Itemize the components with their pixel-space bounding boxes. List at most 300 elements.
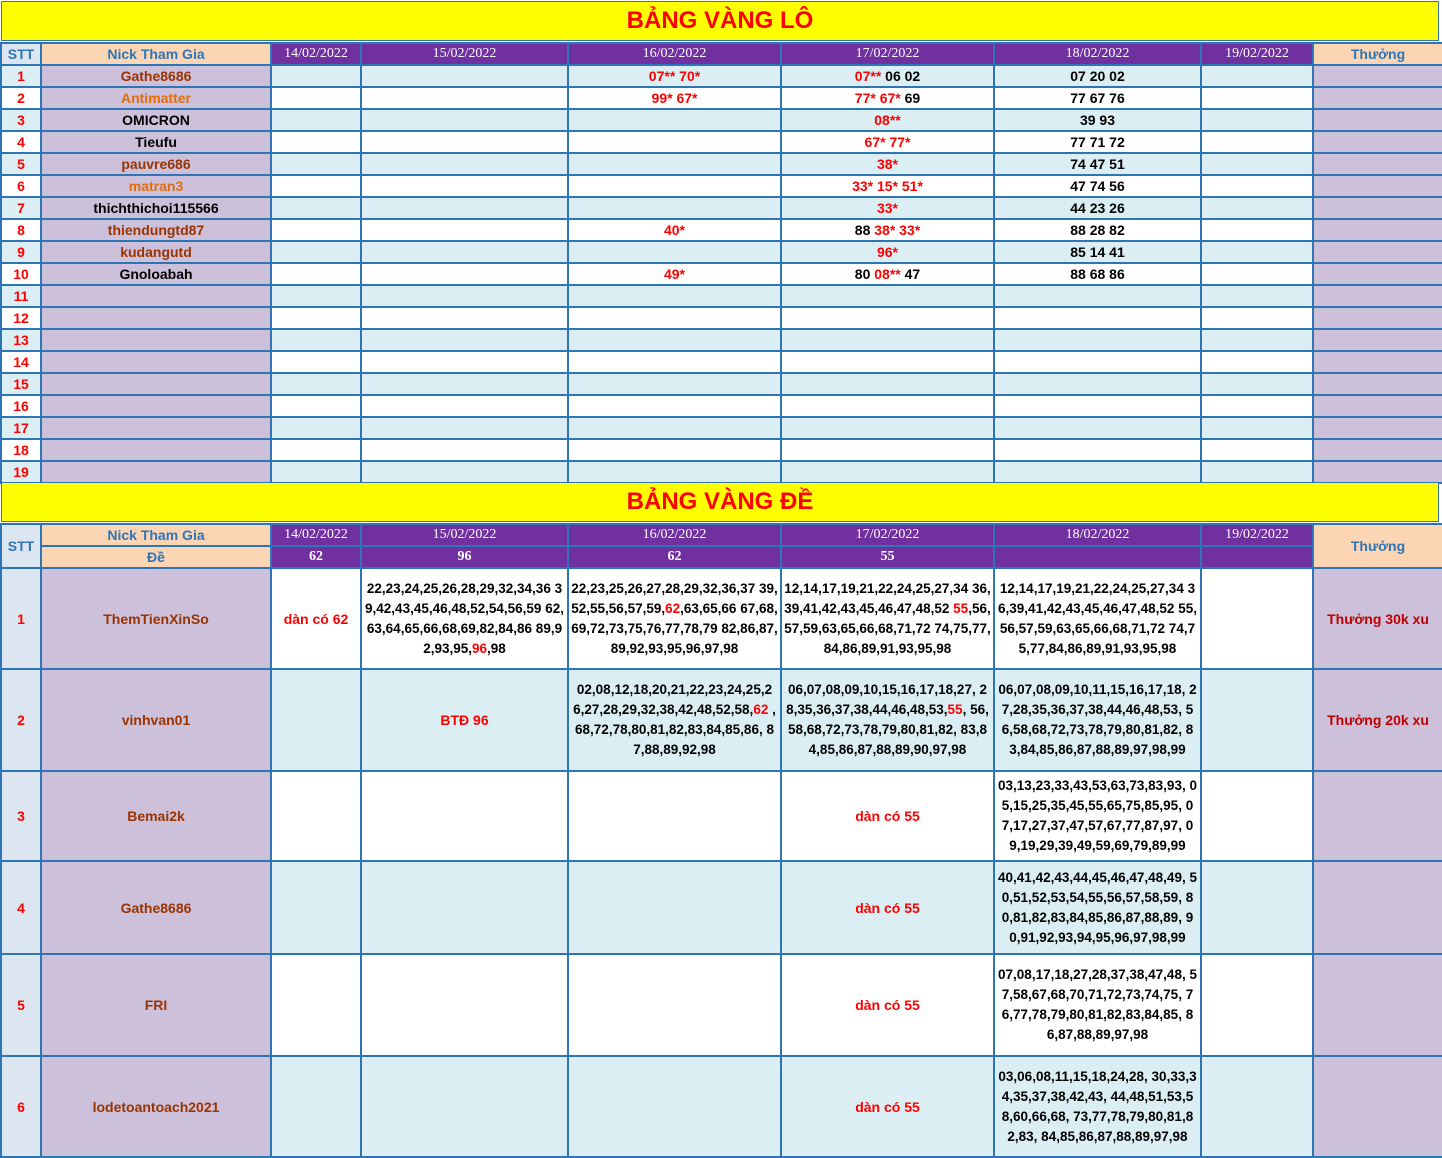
lo-cell-16 — [568, 351, 781, 373]
de-number-hit: 55 — [953, 600, 969, 616]
lo-cell-16: 99* 67* — [568, 87, 781, 109]
award-cell — [1313, 307, 1442, 329]
lo-row — [1, 65, 1442, 87]
de-numbers: ,68,72,78,80,81,82,83,84,85,86, 87,88,89,92,98 — [575, 702, 776, 757]
player-nick: vinhvan01 — [41, 669, 271, 771]
de-cell-17 — [781, 669, 994, 771]
de-note: dàn có 55 — [855, 899, 920, 916]
lo-number-hit: 33* 15* 51* — [852, 178, 923, 194]
de-number-hit: 62 — [665, 600, 681, 616]
lo-cell-19 — [1201, 285, 1313, 307]
de-result: 96 — [361, 546, 568, 568]
de-row — [1, 1056, 1442, 1157]
lo-cell-19 — [1201, 197, 1313, 219]
de-numbers: 06,07,08,09,10,15,16,17,18,27, 28,35,36,37,38,44,46,48,53, — [786, 682, 987, 717]
lo-cell-14 — [271, 109, 361, 131]
lo-cell-18: 85 14 41 — [994, 241, 1201, 263]
lo-cell-16 — [568, 329, 781, 351]
lo-header-row — [1, 43, 1442, 65]
de-numbers: 12,14,17,19,21,22,24,25,27,34 36,39,41,42,43,45,46,47,48,52 — [784, 580, 991, 616]
lo-cell-19 — [1201, 153, 1313, 175]
lo-cell-19 — [1201, 219, 1313, 241]
lo-row — [1, 87, 1442, 109]
player-nick: kudangutd — [41, 241, 271, 263]
row-number: 5 — [1, 954, 41, 1056]
de-cell-14 — [271, 1056, 361, 1157]
lo-cell-18: 88 28 82 — [994, 219, 1201, 241]
lo-cell-16 — [568, 109, 781, 131]
lo-cell-19 — [1201, 241, 1313, 263]
lo-number-hit: 77* 67* — [854, 90, 901, 106]
de-cell-19 — [1201, 568, 1313, 669]
player-nick: ThemTienXinSo — [41, 568, 271, 669]
row-number: 13 — [1, 329, 41, 351]
lo-cell-18 — [994, 329, 1201, 351]
lo-number-plain: 06 02 — [881, 68, 921, 84]
lo-cell-16 — [568, 285, 781, 307]
de-cell-14 — [271, 771, 361, 861]
lo-cell-16 — [568, 197, 781, 219]
de-row — [1, 669, 1442, 771]
lo-header-date: 14/02/2022 — [271, 43, 361, 65]
row-number: 2 — [1, 669, 41, 771]
row-number: 10 — [1, 263, 41, 285]
lo-cell-14 — [271, 307, 361, 329]
lo-row — [1, 219, 1442, 241]
lo-cell-18 — [994, 417, 1201, 439]
lo-cell-14 — [271, 131, 361, 153]
row-number: 15 — [1, 373, 41, 395]
lo-cell-14 — [271, 439, 361, 461]
player-nick: Bemai2k — [41, 771, 271, 861]
lo-cell-18 — [994, 461, 1201, 483]
de-note: dàn có 55 — [855, 997, 920, 1013]
de-header-date: 17/02/2022 — [781, 524, 994, 546]
lo-cell-18: 77 71 72 — [994, 131, 1201, 153]
row-number: 2 — [1, 87, 41, 109]
lo-header-stt: STT — [1, 43, 41, 65]
award-cell — [1313, 197, 1442, 219]
lo-cell-14 — [271, 351, 361, 373]
lo-cell-16 — [568, 153, 781, 175]
lo-cell-15 — [361, 175, 568, 197]
de-cell-18: 12,14,17,19,21,22,24,25,27,34 36,39,41,42,43,45,46,47,48,52 55,56,57,59,63,65,66,68,71,72 74,75,77,84,86,89,91,93,95,98 — [994, 568, 1201, 669]
lo-header-award: Thưởng — [1313, 43, 1442, 65]
player-nick: thiendungtd87 — [41, 219, 271, 241]
lo-cell-15 — [361, 461, 568, 483]
de-cell-16 — [568, 771, 781, 861]
lo-number-plain: 47 — [900, 266, 921, 282]
row-number: 7 — [1, 197, 41, 219]
de-note: dàn có 55 — [855, 1098, 920, 1115]
lo-cell-14 — [271, 461, 361, 483]
lo-cell-16 — [568, 175, 781, 197]
lo-cell-15 — [361, 373, 568, 395]
de-row — [1, 568, 1442, 669]
lo-cell-16 — [568, 307, 781, 329]
lo-cell-17 — [781, 175, 994, 197]
lo-cell-19 — [1201, 395, 1313, 417]
de-cell-17 — [781, 954, 994, 1056]
lo-cell-17 — [781, 395, 994, 417]
row-number: 4 — [1, 131, 41, 153]
lo-cell-16 — [568, 461, 781, 483]
de-result — [994, 546, 1201, 568]
de-cell-19 — [1201, 861, 1313, 954]
lo-cell-14 — [271, 395, 361, 417]
lo-cell-15 — [361, 307, 568, 329]
lo-row — [1, 109, 1442, 131]
lo-cell-14 — [271, 373, 361, 395]
lo-cell-18 — [994, 351, 1201, 373]
lo-row — [1, 241, 1442, 263]
row-number: 8 — [1, 219, 41, 241]
lo-number-hit: 38* — [876, 156, 899, 172]
de-numbers: , 56,58,68,72,73,78,79,80,81,82, 83,84,85,86,87,88,89,90,97,98 — [788, 702, 989, 757]
lo-cell-18: 77 67 76 — [994, 87, 1201, 109]
de-cell-17 — [781, 861, 994, 954]
award-cell — [1313, 263, 1442, 285]
lo-cell-18: 07 20 02 — [994, 65, 1201, 87]
award-cell — [1313, 65, 1442, 87]
de-cell-18: 07,08,17,18,27,28,37,38,47,48, 57,58,67,68,70,71,72,73,74,75, 76,77,78,79,80,81,82,83,84,85, 86,87,88,89,97,98 — [994, 954, 1201, 1056]
lo-cell-17 — [781, 131, 994, 153]
player-nick: OMICRON — [41, 109, 271, 131]
lo-number-hit: 38* 33* — [874, 222, 921, 238]
award-cell — [1313, 373, 1442, 395]
row-number: 9 — [1, 241, 41, 263]
player-nick — [41, 307, 271, 329]
de-number-hit: 62 — [753, 702, 769, 717]
award-cell — [1313, 417, 1442, 439]
lo-cell-19 — [1201, 417, 1313, 439]
lo-cell-17 — [781, 439, 994, 461]
lo-cell-14 — [271, 263, 361, 285]
de-row — [1, 954, 1442, 1056]
player-nick — [41, 329, 271, 351]
lo-cell-14 — [271, 175, 361, 197]
award-cell — [1313, 285, 1442, 307]
de-row — [1, 771, 1442, 861]
row-number: 17 — [1, 417, 41, 439]
lo-cell-16 — [568, 241, 781, 263]
de-header-award: Thưởng — [1313, 524, 1442, 568]
lo-cell-17 — [781, 65, 994, 87]
player-nick — [41, 395, 271, 417]
lo-row — [1, 329, 1442, 351]
lo-row — [1, 175, 1442, 197]
de-cell-17 — [781, 771, 994, 861]
award-cell — [1313, 175, 1442, 197]
lo-cell-18 — [994, 285, 1201, 307]
lo-row — [1, 373, 1442, 395]
de-header-de-label: Đề — [41, 546, 271, 568]
row-number: 1 — [1, 568, 41, 669]
lo-number-hit: 67* 77* — [864, 134, 911, 150]
lo-row — [1, 131, 1442, 153]
lo-cell-18 — [994, 439, 1201, 461]
lo-cell-19 — [1201, 461, 1313, 483]
player-nick: thichthichoi115566 — [41, 197, 271, 219]
lo-cell-17 — [781, 351, 994, 373]
player-nick — [41, 373, 271, 395]
lo-cell-17 — [781, 285, 994, 307]
lo-cell-17 — [781, 109, 994, 131]
lo-cell-15 — [361, 109, 568, 131]
player-nick: lodetoantoach2021 — [41, 1056, 271, 1157]
row-number: 18 — [1, 439, 41, 461]
player-nick — [41, 351, 271, 373]
award-cell — [1313, 439, 1442, 461]
lo-number-plain: 88 — [854, 222, 875, 238]
lo-cell-19 — [1201, 373, 1313, 395]
lo-cell-15 — [361, 197, 568, 219]
de-cell-19 — [1201, 669, 1313, 771]
lo-cell-15 — [361, 351, 568, 373]
lo-row — [1, 197, 1442, 219]
de-note: dàn có 55 — [855, 808, 920, 824]
lo-cell-17 — [781, 219, 994, 241]
lo-cell-15 — [361, 219, 568, 241]
award-cell — [1313, 241, 1442, 263]
lo-cell-14 — [271, 153, 361, 175]
lo-row — [1, 153, 1442, 175]
lo-cell-17 — [781, 197, 994, 219]
de-result: 55 — [781, 546, 994, 568]
lo-row — [1, 263, 1442, 285]
row-number: 6 — [1, 175, 41, 197]
player-nick — [41, 285, 271, 307]
award-cell — [1313, 153, 1442, 175]
lo-cell-14 — [271, 285, 361, 307]
lo-number-hit: 33* — [876, 200, 899, 216]
lo-cell-14 — [271, 219, 361, 241]
lo-cell-18: 88 68 86 — [994, 263, 1201, 285]
row-number: 5 — [1, 153, 41, 175]
lo-cell-19 — [1201, 351, 1313, 373]
lo-header-date: 16/02/2022 — [568, 43, 781, 65]
de-numbers: ,63,65,66 67,68,69,72,73,75,76,77,78,79 82,86,87,89,92,93,95,96,97,98 — [571, 600, 778, 656]
lo-cell-15 — [361, 329, 568, 351]
de-numbers: ,98 — [487, 640, 506, 656]
lo-row — [1, 351, 1442, 373]
lo-cell-17 — [781, 307, 994, 329]
de-cell-14 — [271, 669, 361, 771]
lo-cell-16 — [568, 131, 781, 153]
lo-cell-18: 39 93 — [994, 109, 1201, 131]
lo-row — [1, 285, 1442, 307]
lo-cell-18: 47 74 56 — [994, 175, 1201, 197]
award-cell — [1313, 329, 1442, 351]
de-cell-15 — [361, 568, 568, 669]
de-cell-19 — [1201, 1056, 1313, 1157]
lo-cell-15 — [361, 131, 568, 153]
de-header-row — [1, 524, 1442, 546]
row-number: 16 — [1, 395, 41, 417]
lo-cell-16: 07** 70* — [568, 65, 781, 87]
row-number: 12 — [1, 307, 41, 329]
lo-cell-16: 40* — [568, 219, 781, 241]
de-numbers: ,56,57,59,63,65,66,68,71,72 74,75,77,84,86,89,91,93,95,98 — [784, 600, 991, 656]
lo-cell-17 — [781, 461, 994, 483]
de-note: BTĐ 96 — [440, 712, 489, 728]
lo-cell-17 — [781, 417, 994, 439]
lo-cell-17 — [781, 87, 994, 109]
lo-cell-17 — [781, 153, 994, 175]
de-numbers: 22,23,24,25,26,28,29,32,34,36 39,42,43,45,46,48,52,54,56,59 62,63,64,65,66,68,69,82,84,86 89,92,93,95, — [365, 580, 564, 656]
row-number: 19 — [1, 461, 41, 483]
lo-number-plain: 80 — [854, 266, 875, 282]
lo-cell-15 — [361, 153, 568, 175]
lo-cell-14 — [271, 329, 361, 351]
award-cell — [1313, 1056, 1442, 1157]
award-cell — [1313, 219, 1442, 241]
lo-cell-14 — [271, 197, 361, 219]
de-numbers: 02,08,12,18,20,21,22,23,24,25,2 6,27,28,29,32,38,42,48,52,58, — [573, 682, 773, 717]
lo-cell-19 — [1201, 263, 1313, 285]
lo-cell-14 — [271, 417, 361, 439]
lo-header-date: 17/02/2022 — [781, 43, 994, 65]
de-header-date: 16/02/2022 — [568, 524, 781, 546]
lo-cell-19 — [1201, 65, 1313, 87]
de-cell-16 — [568, 1056, 781, 1157]
de-cell-16 — [568, 568, 781, 669]
de-cell-15 — [361, 771, 568, 861]
lo-cell-19 — [1201, 109, 1313, 131]
lo-number-hit: 08** — [874, 266, 901, 282]
de-cell-14 — [271, 954, 361, 1056]
lo-cell-16 — [568, 439, 781, 461]
lo-number-hit: 07** — [854, 68, 882, 84]
row-number: 4 — [1, 861, 41, 954]
lo-row — [1, 307, 1442, 329]
de-cell-18: 03,13,23,33,43,53,63,73,83,93, 05,15,25,35,45,55,65,75,85,95, 07,17,27,37,47,57,67,77,87,97, 09,19,29,39,49,59,69,79,89,99 — [994, 771, 1201, 861]
award-cell — [1313, 109, 1442, 131]
award-cell — [1313, 395, 1442, 417]
award-cell — [1313, 461, 1442, 483]
lo-cell-19 — [1201, 131, 1313, 153]
lo-cell-17 — [781, 263, 994, 285]
de-cell-19 — [1201, 954, 1313, 1056]
de-cell-16 — [568, 861, 781, 954]
de-numbers: 22,23,25,26,27,28,29,32,36,37 39,52,55,56,57,59, — [571, 580, 778, 616]
player-nick — [41, 417, 271, 439]
de-number-hit: 96 — [471, 640, 488, 656]
lo-cell-19 — [1201, 175, 1313, 197]
de-header-nick: Nick Tham Gia — [41, 524, 271, 546]
de-cell-15 — [361, 669, 568, 771]
de-cell-17 — [781, 568, 994, 669]
de-cell-14: dàn có 62 — [271, 568, 361, 669]
lo-row — [1, 417, 1442, 439]
row-number: 1 — [1, 65, 41, 87]
lo-number-hit: 96* — [876, 244, 899, 260]
lo-cell-18: 44 23 26 — [994, 197, 1201, 219]
lo-cell-15 — [361, 263, 568, 285]
row-number: 11 — [1, 285, 41, 307]
de-result: 62 — [568, 546, 781, 568]
lo-cell-18 — [994, 373, 1201, 395]
de-cell-18: 03,06,08,11,15,18,24,28, 30,33,34,35,37,38,42,43, 44,48,51,53,58,60,66,68, 73,77,78,79,80,81,82,83, 84,85,86,87,88,89,97,98 — [994, 1056, 1201, 1157]
lo-header-date: 18/02/2022 — [994, 43, 1201, 65]
de-result: 62 — [271, 546, 361, 568]
de-cell-18: 06,07,08,09,10,11,15,16,17,18, 27,28,35,36,37,38,44,46,48,53, 56,58,68,72,73,78,79,80,81,82, 83,84,85,86,87,88,89,97,98,99 — [994, 669, 1201, 771]
player-nick: Gnoloabah — [41, 263, 271, 285]
lo-cell-19 — [1201, 329, 1313, 351]
lo-title: BẢNG VÀNG LÔ — [1, 1, 1439, 41]
lo-cell-14 — [271, 241, 361, 263]
de-cell-16 — [568, 669, 781, 771]
lo-row — [1, 461, 1442, 483]
lo-cell-17 — [781, 241, 994, 263]
lo-cell-17 — [781, 373, 994, 395]
lo-cell-14 — [271, 87, 361, 109]
lo-cell-16: 49* — [568, 263, 781, 285]
de-cell-18: 40,41,42,43,44,45,46,47,48,49, 50,51,52,53,54,55,56,57,58,59, 80,81,82,83,84,85,86,87,88,89, 90,91,92,93,94,95,96,97,98,99 — [994, 861, 1201, 954]
de-title: BẢNG VÀNG ĐỀ — [1, 482, 1439, 522]
de-cell-14 — [271, 861, 361, 954]
row-number: 6 — [1, 1056, 41, 1157]
lo-cell-15 — [361, 285, 568, 307]
award-cell — [1313, 351, 1442, 373]
de-number-hit: 55 — [947, 702, 963, 717]
lo-cell-16 — [568, 417, 781, 439]
de-header-date: 19/02/2022 — [1201, 524, 1313, 546]
lo-header-date: 19/02/2022 — [1201, 43, 1313, 65]
lo-cell-16 — [568, 373, 781, 395]
lo-number-plain: 69 — [900, 90, 921, 106]
lo-cell-19 — [1201, 307, 1313, 329]
player-nick: Tieufu — [41, 131, 271, 153]
de-result-row — [1, 546, 1442, 568]
de-cell-15 — [361, 861, 568, 954]
de-cell-19 — [1201, 771, 1313, 861]
lo-cell-18 — [994, 395, 1201, 417]
award-cell: Thưởng 30k xu — [1313, 568, 1442, 669]
award-cell — [1313, 771, 1442, 861]
de-row — [1, 861, 1442, 954]
lo-cell-18: 74 47 51 — [994, 153, 1201, 175]
lo-row — [1, 395, 1442, 417]
player-nick — [41, 439, 271, 461]
lo-cell-15 — [361, 395, 568, 417]
award-cell — [1313, 131, 1442, 153]
de-cell-15 — [361, 1056, 568, 1157]
lo-cell-15 — [361, 439, 568, 461]
de-cell-15 — [361, 954, 568, 1056]
row-number: 3 — [1, 771, 41, 861]
lo-cell-18 — [994, 307, 1201, 329]
player-nick — [41, 461, 271, 483]
de-cell-16 — [568, 954, 781, 1056]
lo-cell-19 — [1201, 439, 1313, 461]
de-header-date: 15/02/2022 — [361, 524, 568, 546]
de-result — [1201, 546, 1313, 568]
lo-cell-15 — [361, 417, 568, 439]
lo-cell-14 — [271, 65, 361, 87]
lo-header-date: 15/02/2022 — [361, 43, 568, 65]
player-nick: matran3 — [41, 175, 271, 197]
de-header-date: 18/02/2022 — [994, 524, 1201, 546]
lo-number-hit: 08** — [874, 112, 901, 128]
player-nick: Gathe8686 — [41, 861, 271, 954]
lo-cell-16 — [568, 395, 781, 417]
award-cell — [1313, 861, 1442, 954]
award-cell — [1313, 954, 1442, 1056]
lo-cell-15 — [361, 241, 568, 263]
player-nick: Gathe8686 — [41, 65, 271, 87]
de-table — [0, 523, 1442, 1158]
